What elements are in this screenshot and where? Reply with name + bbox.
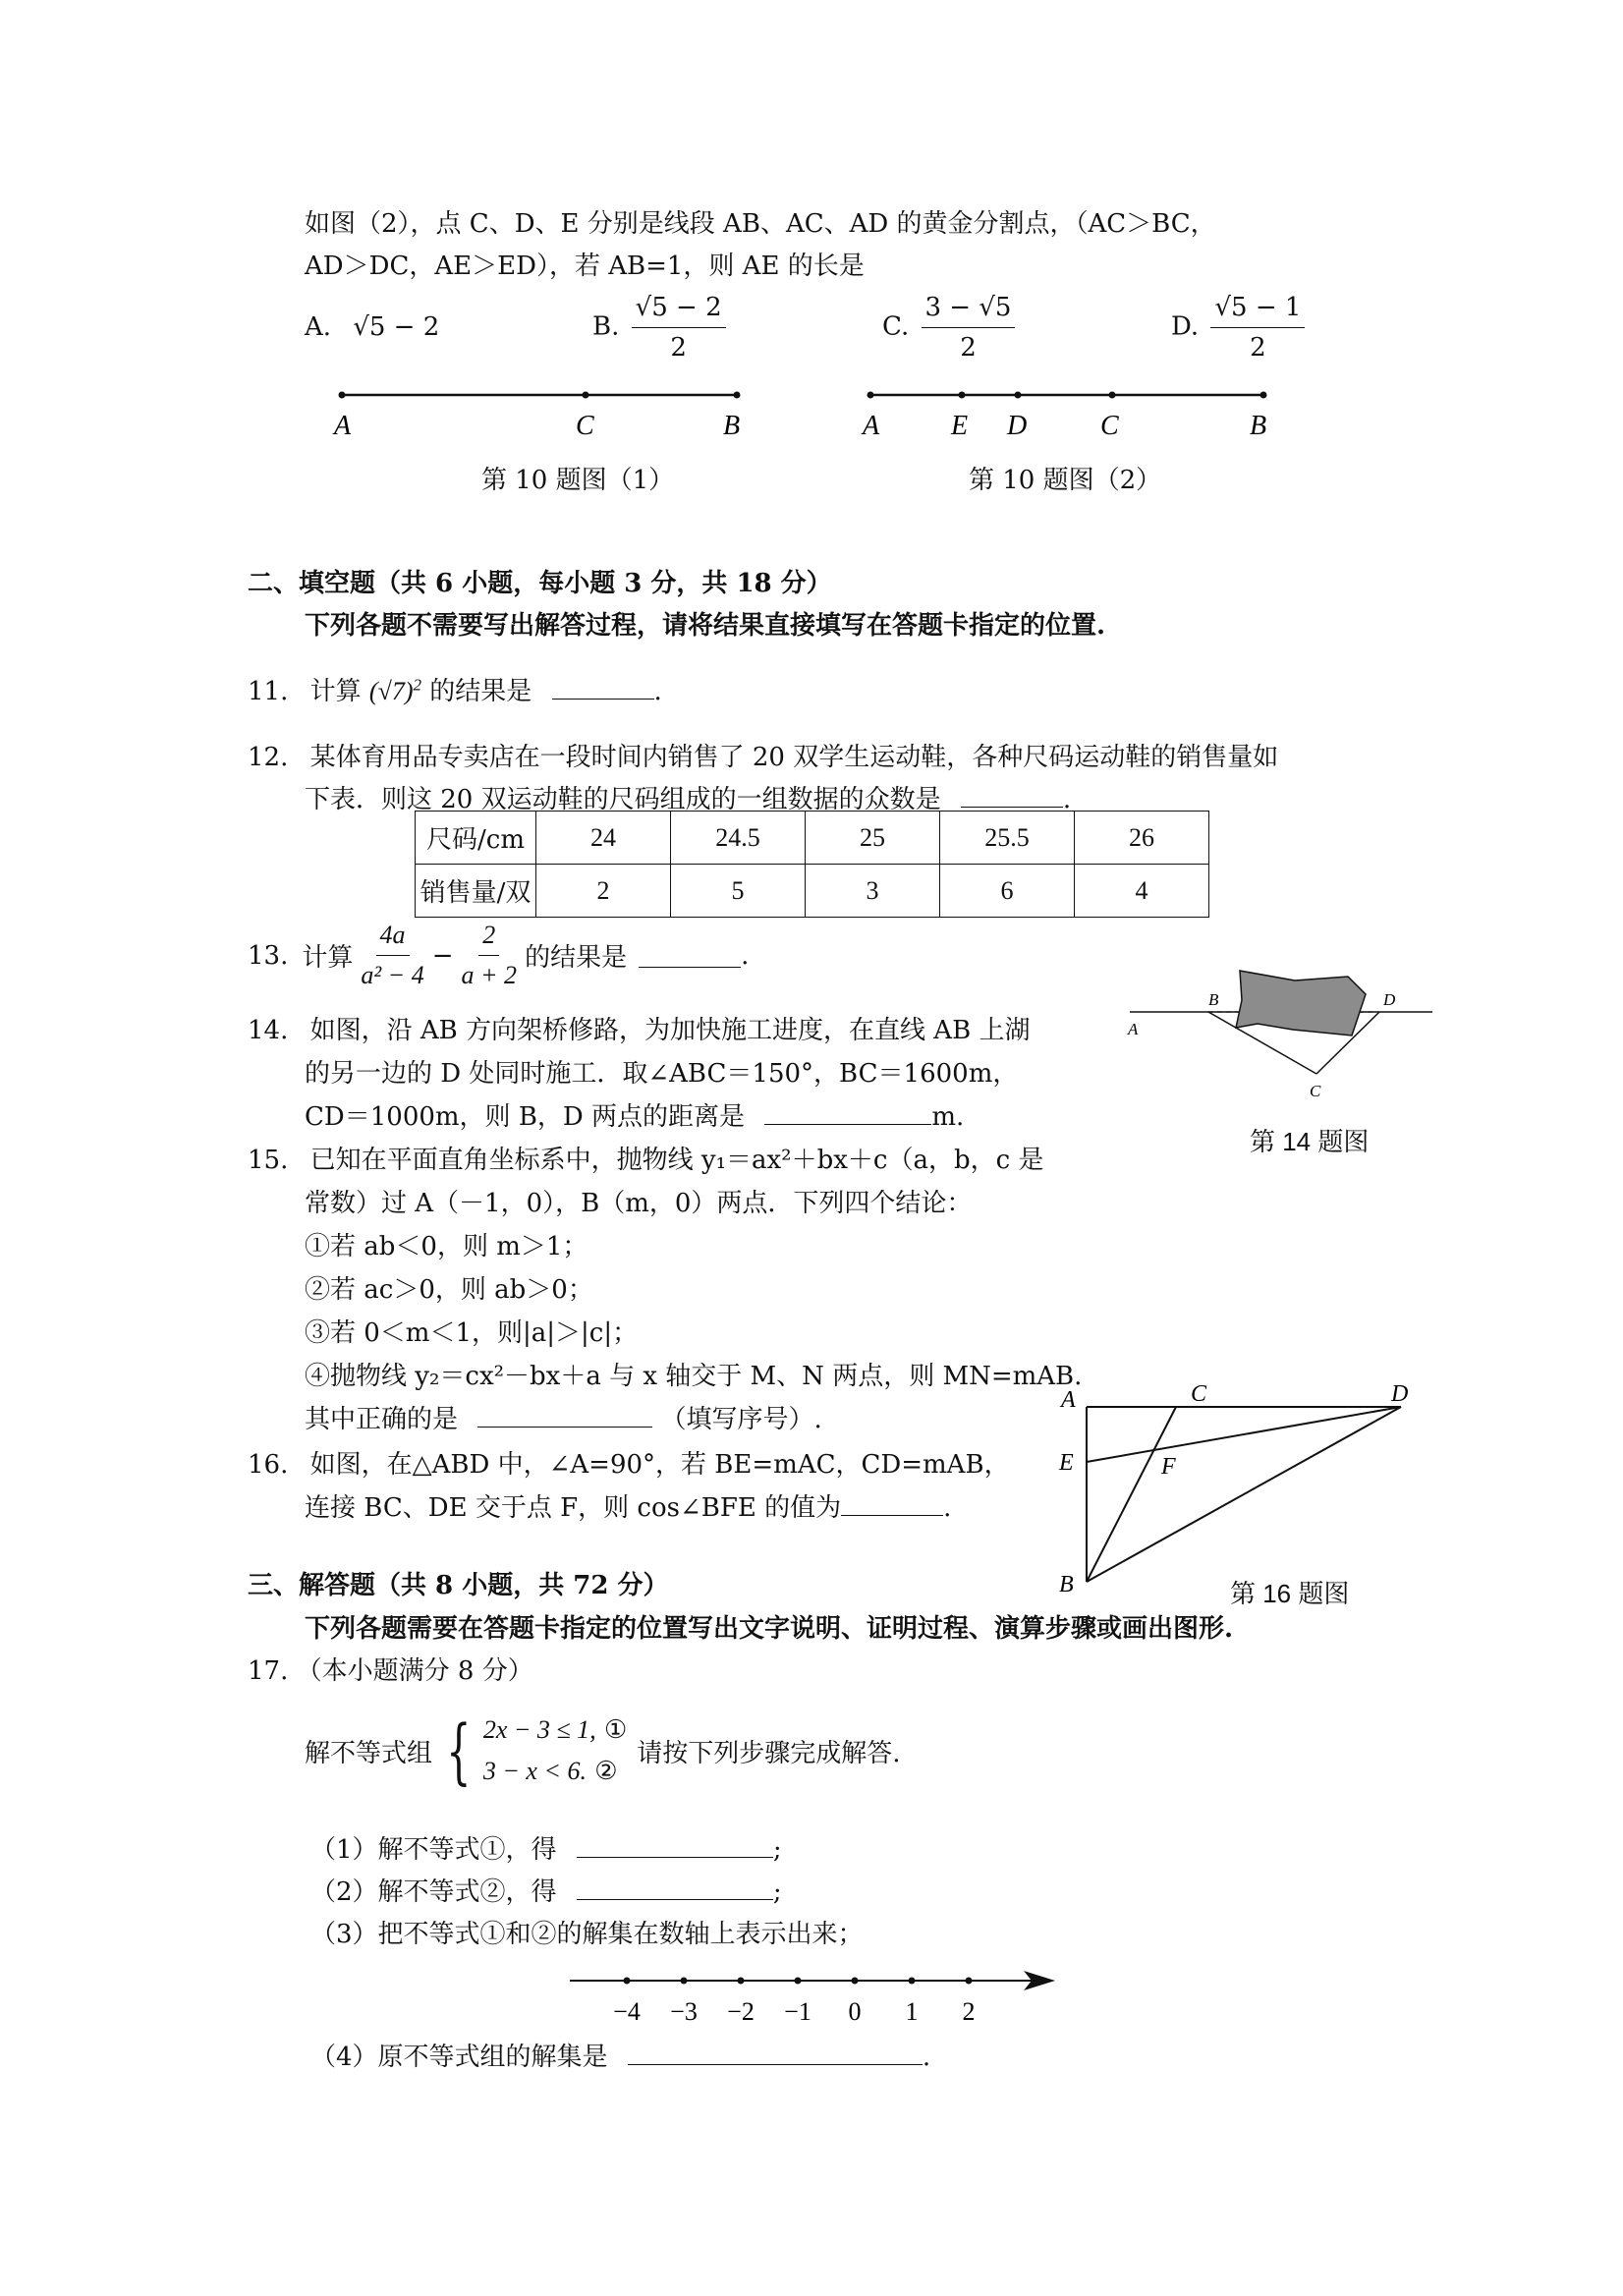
q11-end: . <box>653 677 662 706</box>
q15-line-2: 常数）过 A（－1，0），B（m，0）两点．下列四个结论： <box>305 1189 973 1218</box>
fraction-denominator: 2 <box>1250 333 1266 363</box>
fraction-numerator: √5 − 2 <box>632 291 726 328</box>
question-13 <box>248 919 749 992</box>
q17-step-1-blank[interactable] <box>577 1833 773 1858</box>
q17-inequality-system <box>483 1709 627 1792</box>
q12-answer-blank[interactable] <box>961 783 1063 808</box>
q13-minus: − <box>431 940 454 971</box>
number-line-tick <box>681 1978 688 1985</box>
point-a-label: A <box>863 411 880 441</box>
q14-line-3-row <box>305 1096 964 1133</box>
q10-figure-2 <box>855 378 1287 447</box>
q13-prefix: 计算 <box>302 943 354 973</box>
q15-conclusion-3: ③若 0＜m＜1，则|a|＞|c|； <box>305 1318 639 1348</box>
q17-step-4-blank[interactable] <box>628 2041 923 2065</box>
q15-answer-blank[interactable] <box>477 1403 652 1428</box>
q15-line-1: 已知在平面直角坐标系中，抛物线 y₁＝ax²＋bx＋c（a，b，c 是 <box>309 1146 1044 1175</box>
q15-answer-suffix: （填写序号）. <box>660 1405 822 1434</box>
q10-option-a <box>305 312 439 342</box>
number-line-label: −2 <box>727 1997 755 2026</box>
shoe-sales-table <box>415 811 1209 918</box>
table-cell: 24.5 <box>671 812 806 865</box>
q10-figure-2-caption: 第 10 题图（2） <box>969 466 1162 495</box>
question-number: 14. <box>248 1016 289 1045</box>
table-cell: 26 <box>1075 812 1209 865</box>
table-cell: 4 <box>1075 865 1209 918</box>
number-line-label: 0 <box>848 1997 862 2026</box>
question-15 <box>248 1140 1043 1176</box>
fraction-numerator: 3 − √5 <box>922 291 1016 328</box>
table-cell: 24 <box>536 812 671 865</box>
q17-step-1-end: ; <box>772 1835 782 1865</box>
q10-option-d <box>1171 291 1309 364</box>
number-line-tick <box>624 1978 631 1985</box>
point-b-label: B <box>1059 1572 1074 1597</box>
q11-expression-exponent: 2 <box>413 675 421 695</box>
q17-step-4-end: . <box>922 2043 931 2072</box>
segment-de <box>1087 1407 1401 1462</box>
point-a-dot <box>867 392 874 399</box>
point-c-label: C <box>576 411 594 441</box>
segment-bc <box>1087 1407 1176 1582</box>
q11-expression-base: (√7) <box>368 677 414 705</box>
point-a-label: A <box>334 411 352 441</box>
number-line-tick <box>795 1978 802 1985</box>
table-row-counts <box>416 865 1209 918</box>
number-line-label: −4 <box>613 1997 641 2026</box>
q17-step-4-text: （4）原不等式组的解集是 <box>310 2043 608 2072</box>
point-c-label: C <box>1310 1082 1321 1100</box>
q14-figure <box>1120 961 1444 1103</box>
q17-step-1-text: （1）解不等式①，得 <box>310 1835 557 1865</box>
q11-answer-blank[interactable] <box>552 675 654 700</box>
q12-line-1: 某体育用品专卖店在一段时间内销售了 20 双学生运动鞋，各种尺码运动鞋的销售量如 <box>309 743 1279 772</box>
q15-answer-row <box>305 1399 822 1435</box>
point-b-dot <box>1260 392 1267 399</box>
number-line-tick <box>738 1978 745 1985</box>
q13-fraction-2 <box>458 919 522 992</box>
segment-bd <box>1087 1407 1401 1582</box>
q10-option-d-fraction <box>1210 291 1305 364</box>
q16-line-2: 连接 BC、DE 交于点 F，则 cos∠BFE 的值为 <box>305 1493 842 1523</box>
brace-icon: { <box>446 1709 472 1792</box>
q13-end: . <box>741 940 750 971</box>
q16-line-1: 如图，在△ABD 中，∠A=90°，若 BE=mAC，CD=mAB， <box>309 1450 1010 1480</box>
fraction-denominator: a + 2 <box>461 961 518 989</box>
q17-inequality-2-row <box>483 1751 627 1792</box>
q17-step-2 <box>310 1872 782 1908</box>
q12-end: . <box>1062 785 1072 814</box>
question-11 <box>248 671 662 707</box>
point-c-label: C <box>1191 1383 1207 1407</box>
fraction-numerator: 2 <box>478 919 499 956</box>
section-2-heading: 二、填空题（共 6 小题，每小题 3 分，共 18 分） <box>248 569 832 598</box>
lake-shape <box>1236 971 1366 1036</box>
table-cell: 6 <box>940 865 1075 918</box>
question-16 <box>248 1444 1010 1481</box>
question-17 <box>248 1651 533 1687</box>
q17-inequality-2-tag: ② <box>594 1757 618 1786</box>
question-number: 17. <box>248 1656 289 1686</box>
q15-conclusion-4: ④抛物线 y₂＝cx²－bx＋a 与 x 轴交于 M、N 两点，则 MN=mAB. <box>305 1362 1083 1391</box>
q10-option-a-label: A. <box>305 312 332 342</box>
q17-suffix: 请按下列步骤完成解答. <box>637 1738 901 1768</box>
section-3-instruction: 下列各题需要在答题卡指定的位置写出文字说明、证明过程、演算步骤或画出图形. <box>305 1614 1234 1644</box>
q11-prefix: 计算 <box>309 677 362 706</box>
question-14 <box>248 1010 1030 1046</box>
q10-figure-1-caption: 第 10 题图（1） <box>481 466 675 495</box>
q17-step-2-text: （2）解不等式②，得 <box>310 1877 557 1907</box>
table-cell: 5 <box>671 865 806 918</box>
point-b-label: B <box>1250 411 1267 441</box>
table-row-sizes <box>416 812 1209 865</box>
q15-conclusion-1: ①若 ab＜0，则 m＞1； <box>305 1232 588 1261</box>
question-number: 16. <box>248 1450 289 1480</box>
number-line-tick <box>909 1978 916 1985</box>
q10-option-b-fraction <box>632 291 726 364</box>
q10-option-a-expr: √5 − 2 <box>353 312 440 342</box>
point-b-label: B <box>1208 990 1219 1009</box>
q13-suffix: 的结果是 <box>525 943 628 973</box>
point-d-label: D <box>1383 990 1396 1009</box>
q17-step-1 <box>310 1829 782 1866</box>
q10-line-2: AD＞DC，AE＞ED），若 AB=1，则 AE 的长是 <box>305 252 865 281</box>
q17-inequality-1-row <box>483 1709 627 1751</box>
q10-figure-1 <box>324 378 756 447</box>
q14-answer-blank[interactable] <box>764 1100 931 1125</box>
point-d-dot <box>1015 392 1022 399</box>
fraction-denominator: a² − 4 <box>361 961 424 989</box>
number-line-tick <box>966 1978 973 1985</box>
point-c-dot <box>1109 392 1116 399</box>
question-12 <box>248 737 1278 773</box>
q14-unit: m. <box>931 1102 965 1132</box>
q16-figure-caption: 第 16 题图 <box>1230 1579 1350 1608</box>
point-b-label: B <box>723 411 741 441</box>
q17-step-2-blank[interactable] <box>577 1876 773 1900</box>
q16-end: . <box>943 1493 952 1523</box>
q17-number-line <box>560 1963 1061 2032</box>
q16-answer-blank[interactable] <box>841 1491 943 1516</box>
point-a-dot <box>339 392 346 399</box>
point-c-label: C <box>1100 411 1119 441</box>
point-d-label: D <box>1391 1383 1409 1407</box>
q10-option-b <box>592 291 730 364</box>
q16-line-2-row <box>305 1487 951 1524</box>
q10-option-b-label: B. <box>592 311 620 342</box>
table-cell: 25 <box>806 812 940 865</box>
point-e-label: E <box>951 411 969 441</box>
number-line-label: −1 <box>784 1997 812 2026</box>
number-line-label: 2 <box>962 1997 976 2026</box>
question-number: 15. <box>248 1146 289 1175</box>
table-header-size: 尺码/cm <box>416 812 536 865</box>
point-e-dot <box>959 392 966 399</box>
q12-line-2: 下表．则这 20 双运动鞋的尺码组成的一组数据的众数是 <box>305 785 941 814</box>
q17-step-4 <box>310 2037 930 2073</box>
point-a-label: A <box>1061 1387 1076 1413</box>
table-cell: 3 <box>806 865 940 918</box>
q17-inequality-2: 3 − x < 6. <box>482 1757 587 1785</box>
number-line-label: −3 <box>670 1997 698 2026</box>
q14-figure-caption: 第 14 题图 <box>1250 1127 1370 1156</box>
question-number: 13. <box>248 940 289 971</box>
q14-line-3: CD＝1000m，则 B，D 两点的距离是 <box>305 1102 746 1132</box>
fraction-numerator: √5 − 1 <box>1210 291 1305 328</box>
number-line-ticks <box>613 1978 975 2027</box>
q17-prefix: 解不等式组 <box>305 1738 433 1768</box>
number-line-tick <box>852 1978 859 1985</box>
q13-answer-blank[interactable] <box>639 943 741 968</box>
point-a-label: A <box>1128 1020 1139 1038</box>
q10-line-1: 如图（2），点 C、D、E 分别是线段 AB、AC、AD 的黄金分割点，（AC＞BC， <box>305 209 1216 239</box>
point-b-dot <box>734 392 741 399</box>
q11-suffix: 的结果是 <box>429 677 532 706</box>
fraction-denominator: 2 <box>960 333 977 363</box>
q10-option-c <box>882 291 1019 364</box>
question-number: 12. <box>248 743 289 772</box>
q10-option-d-label: D. <box>1171 311 1200 342</box>
q10-option-c-fraction <box>922 291 1016 364</box>
q10-option-c-label: C. <box>882 311 910 342</box>
point-d-label: D <box>1007 411 1028 441</box>
point-f-label: F <box>1161 1454 1176 1480</box>
section-2-instruction: 下列各题不需要写出解答过程，请将结果直接填写在答题卡指定的位置. <box>305 611 1106 641</box>
q17-inequality-1: 2x − 3 ≤ 1, <box>482 1715 596 1744</box>
table-cell: 25.5 <box>940 812 1075 865</box>
question-number: 11. <box>248 677 289 706</box>
q17-inequality-1-tag: ① <box>603 1715 628 1745</box>
q14-line-1: 如图，沿 AB 方向架桥修路，为加快施工进度，在直线 AB 上湖 <box>309 1016 1031 1045</box>
section-3-heading: 三、解答题（共 8 小题，共 72 分） <box>248 1571 669 1600</box>
q17-points: （本小题满分 8 分） <box>296 1656 533 1686</box>
q15-conclusion-2: ②若 ac＞0，则 ab＞0； <box>305 1275 593 1305</box>
q17-step-2-end: ; <box>772 1877 782 1907</box>
q11-expression <box>369 677 421 705</box>
point-e-label: E <box>1059 1450 1074 1476</box>
q14-line-2: 的另一边的 D 处同时施工．取∠ABC＝150°，BC＝1600m， <box>305 1059 1019 1089</box>
q13-fraction-1 <box>357 919 427 992</box>
q16-figure <box>1051 1383 1425 1604</box>
q15-answer-prefix: 其中正确的是 <box>305 1405 459 1434</box>
table-cell: 2 <box>536 865 671 918</box>
point-c-dot <box>583 392 589 399</box>
fraction-numerator: 4a <box>376 919 410 956</box>
q17-system-row <box>305 1709 901 1792</box>
q17-step-3: （3）把不等式①和②的解集在数轴上表示出来； <box>310 1920 864 1949</box>
fraction-denominator: 2 <box>670 333 687 363</box>
number-line-label: 1 <box>905 1997 919 2026</box>
table-header-count: 销售量/双 <box>416 865 536 918</box>
